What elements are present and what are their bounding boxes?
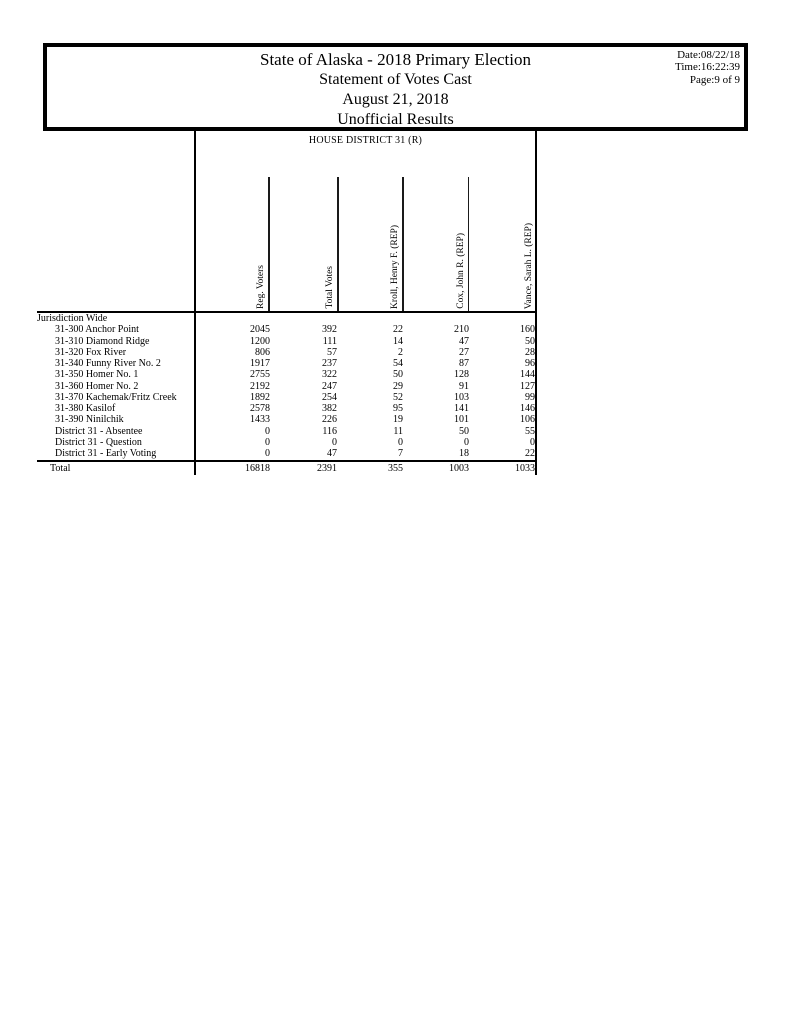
vote-count: 99	[525, 391, 535, 403]
vote-count: 392	[322, 324, 337, 336]
report-title: State of Alaska - 2018 Primary Election	[260, 50, 531, 69]
row-label: 31-370 Kachemak/Fritz Creek	[55, 391, 177, 403]
vote-count: 160	[520, 324, 535, 336]
section-row	[37, 313, 538, 324]
row-label: 31-340 Funny River No. 2	[55, 358, 161, 369]
report-title-block	[47, 47, 744, 130]
vote-count: 47	[459, 335, 469, 347]
table-total-rule	[37, 460, 537, 463]
vote-count: 1200	[250, 335, 270, 347]
district-header: HOUSE DISTRICT 31 (R)	[308, 135, 423, 146]
vote-count: 2755	[250, 369, 270, 381]
row-label: 31-300 Anchor Point	[55, 324, 139, 336]
table-row	[37, 358, 538, 369]
column-divider-2	[337, 177, 339, 311]
vote-count: 254	[322, 391, 337, 403]
table-row	[37, 347, 538, 358]
row-label: 31-360 Homer No. 2	[55, 380, 139, 392]
row-label: 31-310 Diamond Ridge	[55, 335, 150, 347]
vote-count: 322	[322, 369, 337, 381]
column-divider-4	[468, 177, 470, 311]
vote-count: 0	[398, 436, 403, 448]
vote-count: 1892	[250, 391, 270, 403]
vote-count: 27	[459, 346, 469, 358]
vote-count: 96	[525, 358, 535, 369]
vote-count: 91	[459, 380, 469, 392]
vote-count: 127	[520, 380, 535, 392]
table-row	[37, 324, 538, 335]
vote-count: 2	[398, 346, 403, 358]
meta-page: Page:9 of 9	[689, 73, 740, 86]
vote-count: 52	[393, 391, 403, 403]
total-vance: 1033	[515, 463, 535, 474]
report-header-box	[43, 43, 748, 131]
vote-count: 29	[393, 380, 403, 392]
vote-count: 0	[530, 436, 535, 448]
row-label: District 31 - Absentee	[55, 425, 143, 437]
table-row	[37, 426, 538, 437]
vote-count: 22	[393, 324, 403, 336]
vote-count: 47	[327, 448, 337, 459]
table-row	[37, 336, 538, 347]
table-row	[37, 437, 538, 448]
total-label: Total	[50, 463, 71, 474]
vote-count: 57	[327, 346, 337, 358]
table-row	[37, 403, 538, 414]
row-label: District 31 - Question	[55, 436, 142, 448]
election-date: August 21, 2018	[342, 91, 449, 108]
vote-count: 2192	[250, 380, 270, 392]
vote-count: 103	[454, 391, 469, 403]
vote-count: 2578	[250, 403, 270, 414]
column-header-kroll: Kroll, Henry F. (REP)	[390, 225, 400, 309]
column-header-cox: Cox, John R. (REP)	[455, 233, 466, 309]
vote-count: 22	[525, 448, 535, 459]
vote-count: 382	[322, 403, 337, 414]
total-total-votes: 2391	[317, 463, 337, 474]
vote-count: 146	[520, 403, 535, 414]
vote-count: 1917	[250, 358, 270, 369]
vote-count: 55	[525, 425, 535, 437]
vote-count: 101	[454, 414, 469, 426]
row-label: 31-380 Kasilof	[55, 403, 116, 414]
vote-count: 106	[520, 414, 535, 426]
results-status: Unofficial Results	[337, 111, 454, 128]
table-rows	[37, 313, 538, 459]
vote-count: 141	[454, 403, 469, 414]
column-header-vance: Vance, Sarah L. (REP)	[524, 222, 534, 309]
meta-date: Date:08/22/18	[677, 49, 740, 61]
vote-count: 7	[398, 448, 403, 459]
table-row	[37, 414, 538, 425]
vote-count: 0	[265, 436, 270, 448]
vote-count: 11	[393, 425, 403, 437]
vote-count: 54	[393, 358, 403, 369]
table-row	[37, 392, 538, 403]
vote-count: 806	[255, 346, 270, 358]
vote-count: 0	[464, 436, 469, 448]
report-subtitle: Statement of Votes Cast	[319, 71, 472, 88]
row-label: 31-320 Fox River	[55, 346, 127, 358]
total-row	[37, 463, 538, 475]
total-cox: 1003	[449, 463, 469, 474]
vote-count: 0	[332, 436, 337, 448]
vote-count: 18	[459, 448, 469, 459]
vote-count: 210	[454, 324, 469, 336]
column-divider-1	[268, 177, 270, 311]
vote-count: 50	[459, 425, 469, 437]
vote-count: 1433	[250, 414, 270, 426]
vote-count: 0	[265, 448, 270, 459]
vote-count: 128	[454, 369, 469, 381]
row-label: 31-390 Ninilchik	[55, 414, 124, 426]
vote-count: 111	[322, 335, 337, 347]
row-label: 31-350 Homer No. 1	[55, 369, 139, 381]
meta-time: Time:16:22:39	[675, 61, 740, 74]
vote-count: 226	[322, 414, 337, 426]
vote-count: 237	[322, 358, 337, 369]
column-divider-3	[402, 177, 404, 311]
vote-count: 87	[459, 358, 469, 369]
report-meta-block	[675, 49, 740, 86]
table-row	[37, 448, 538, 459]
table-row	[37, 381, 538, 392]
table-row	[37, 369, 538, 380]
column-header-reg-voters: Reg. Voters	[256, 265, 266, 309]
row-label: Jurisdiction Wide	[37, 313, 108, 324]
vote-count: 28	[525, 346, 535, 358]
vote-count: 95	[393, 403, 403, 414]
vote-count: 50	[525, 335, 535, 347]
vote-count: 19	[393, 414, 403, 426]
vote-count: 0	[265, 425, 270, 437]
vote-count: 14	[393, 335, 403, 347]
vote-count: 144	[520, 369, 535, 381]
vote-count: 247	[322, 380, 337, 392]
vote-count: 50	[393, 369, 403, 381]
total-kroll: 355	[388, 463, 403, 474]
vote-count: 116	[322, 425, 337, 437]
total-reg-voters: 16818	[245, 463, 270, 474]
row-label: District 31 - Early Voting	[55, 448, 157, 459]
vote-count: 2045	[250, 324, 270, 336]
column-header-total-votes: Total Votes	[325, 266, 335, 309]
